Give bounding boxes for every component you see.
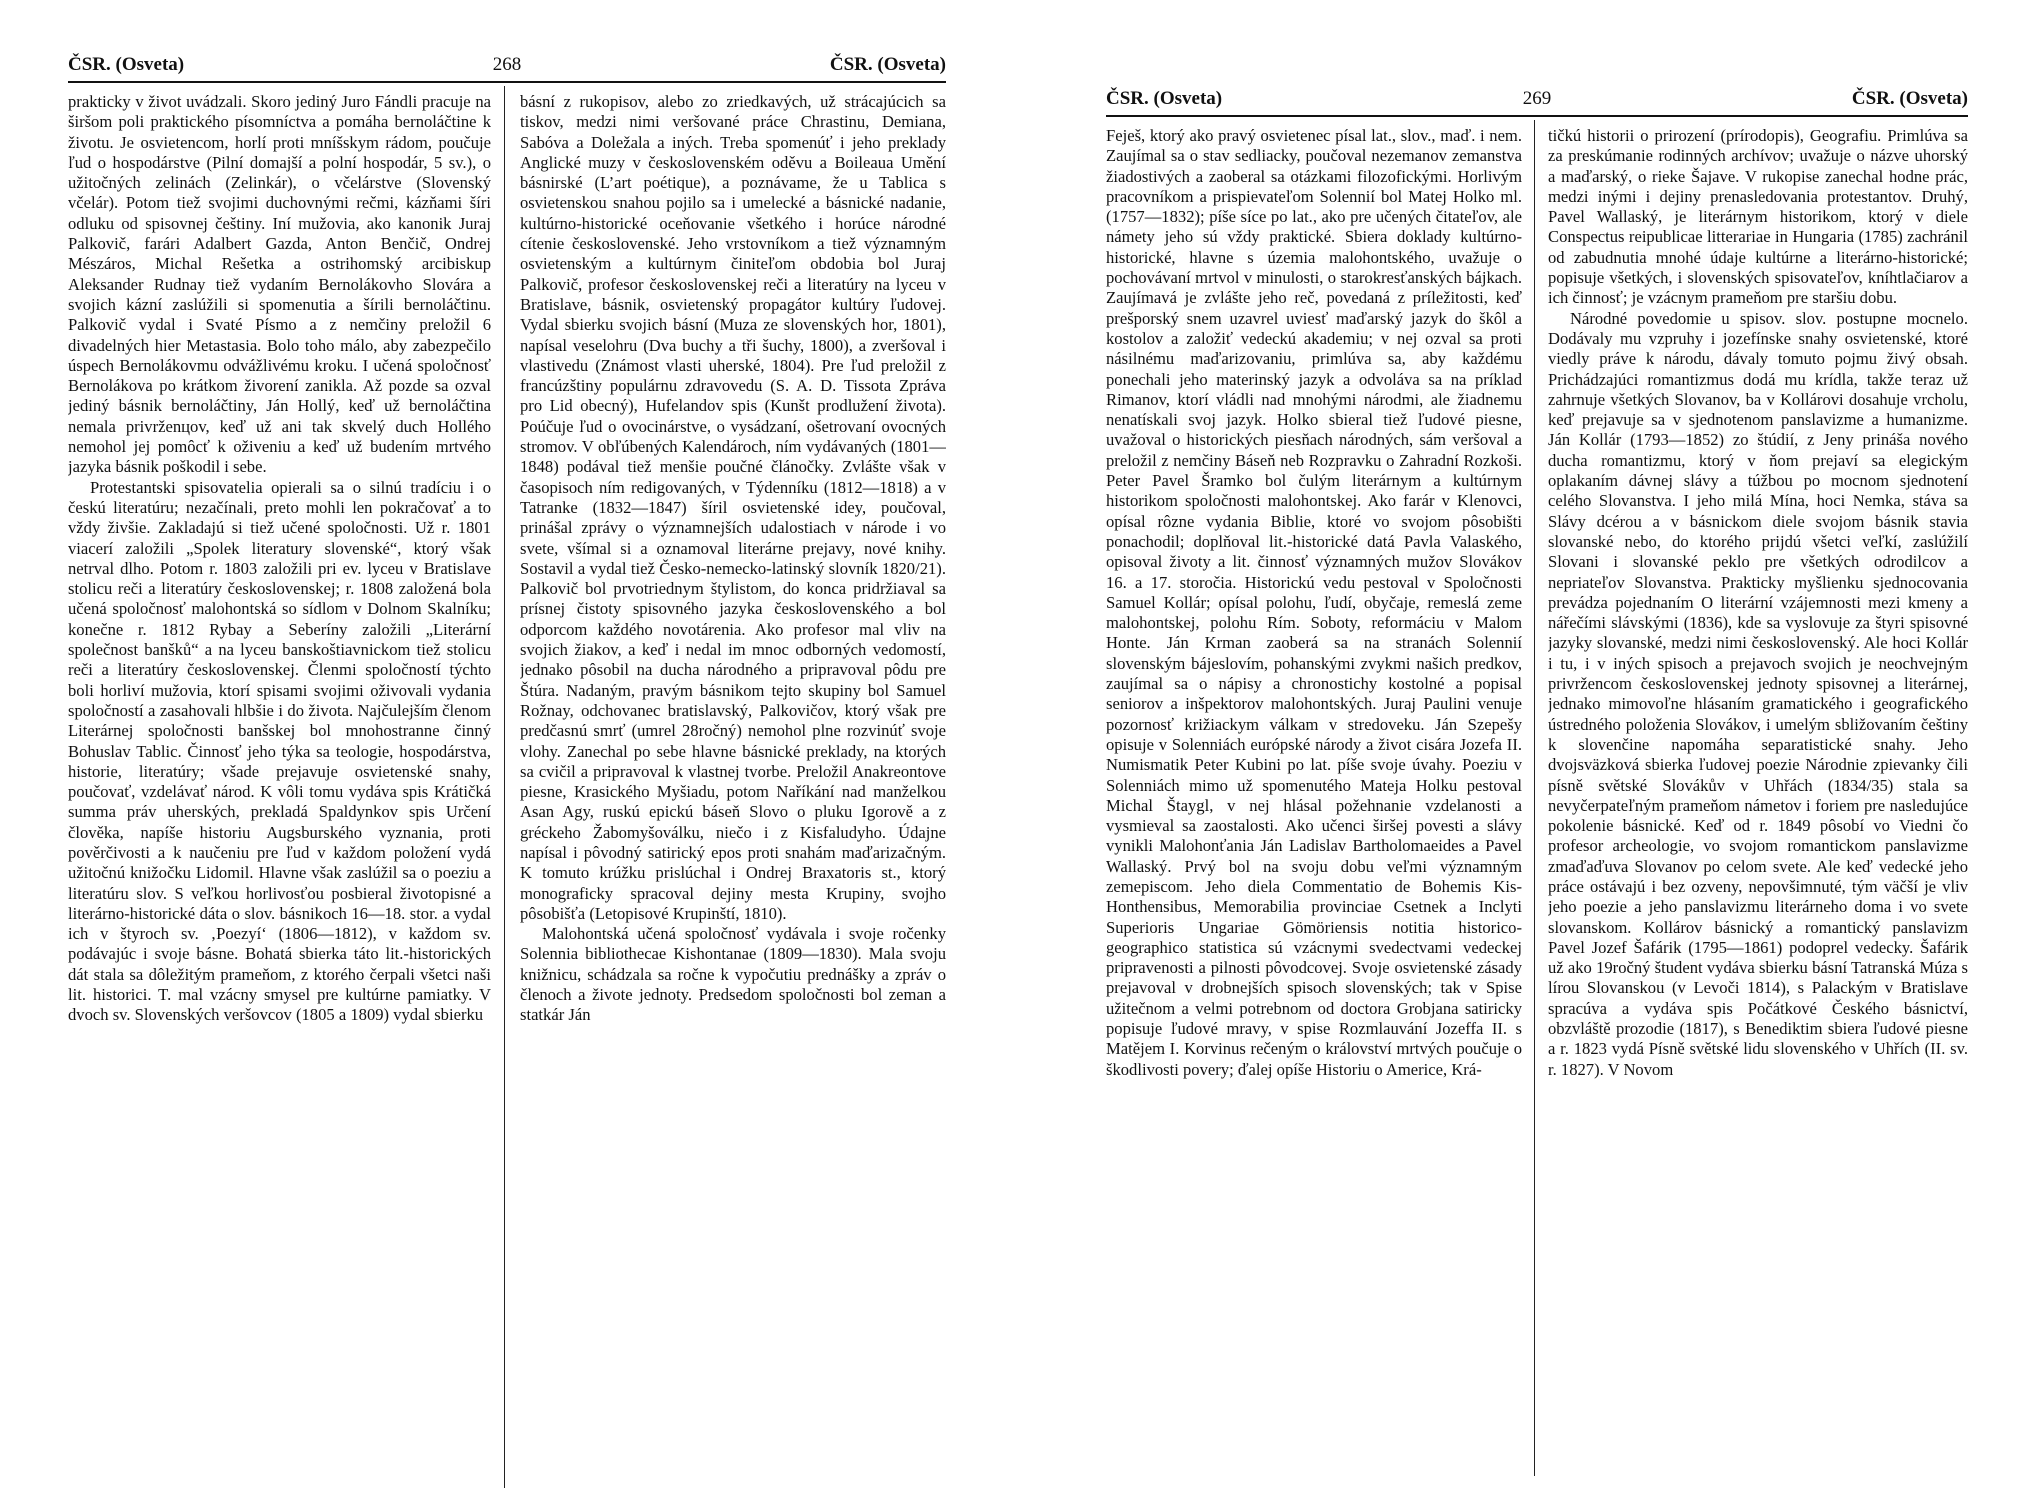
right-page [1106,86,1968,1486]
right-running-head: ČSR. (Osveta) [1106,88,1223,109]
right-page-column-2 [1548,126,1968,1474]
left-page-column-2 [520,92,946,1486]
right-running-head-right: ČSR. (Osveta) [1851,88,1968,109]
left-header-rule [68,81,946,83]
column-divider [1534,120,1535,1476]
left-page [68,52,946,1492]
right-page-number: 269 [1522,88,1552,109]
paragraph: prakticky v život uvádzali. Skoro jediný Juro Fándli pracuje na širšom poli praktického písomníctva a pomáha bernoláčtine k životu. Je osvietencom, horlí proti mníšskym rádom, poučuje ľud o hospodárstve (Pilní domajší a polní hospodár, 5 sv.), o užitočných zelinách (Zelinkár), o včelárstve (Slovenský včelár). Potom tiež svojimi duchovnými rečmi, kázňami šíri odluku od spisovnej češtiny. Iní mužovia, ako kanonik Juraj Palkovič, farári Adalbert Gazda, Anton Benčič, Ondrej Mészáros, Michal Rešetka a ostrihomský arcibiskup Aleksander Rudnay tiež vydaním Bernolákovho Slovára a svojich kázní zaslúžili si spomenutia a šírili bernoláčtinu. Palkovič vydal i Svaté Písmo a z nemčiny preložil 6 divadelných hier Metastasia. Bolo toho málo, aby zabezpečilo úspech Bernolákovmu odvážlivému kroku. I učená spoločnosť Bernolákova po krátkom živorení zanikla. Až pozde sa ozval jediný básnik bernoláčtiny, Ján Hollý, keď už bernoláčtina nemala privrženцov, keď už ani tak skvelý duch Hollého nemohol jej pomôcť k oživeniu a keď už budením mrtvého jazyka básnik poškodil i sebe. [68,92,491,477]
right-header-rule [1106,115,1968,117]
left-page-column-1 [68,92,491,1486]
paragraph: tičkú historii o prirození (prírodopis), Geografiu. Primlúva sa za preskúmanie rodinných archívov; uvažuje o názve uhorský a maďarský, o rieke Šajave. V rukopise zanechal hodne prác, medzi inými i dejiny prenasledovania protestantov. Druhý, Pavel Wallaský, je literárnym historikom, ktorý v diele Conspectus reipublicae litterariae in Hungaria (1785) zachránil od zabudnutia mnohé údaje kultúrne a literárno-historické; popisuje všetkých, i slovenských spisovateľov, kníhtlačiarov a ich činnosť; je vzácnym prameňom pre staršiu dobu. [1548,126,1968,308]
left-page-number: 268 [492,54,522,75]
left-running-head: ČSR. (Osveta) [68,54,185,75]
paragraph: Protestantski spisovatelia opierali sa o silnú tradíciu i o českú literatúru; nezačínali, preto mohli len pokračovať a to vždy živšie. Zakladajú si tiež učené spoločnosti. Už r. 1801 viacerí založili „Spolek literatury slovenské“, ktorý však netrval dlho. Potom r. 1803 založili pri ev. lyceu v Bratislave stolicu reči a literatúry československej; r. 1808 založená bola učená spoločnosť malohontská so sídlom v Dolnom Skalníku; konečne r. 1812 Rybay a Seberíny založili „Literární společnost banšků“ a na lyceu banskoštiavnickom tiež stolicu reči a literatúry československej. Členmi spoločností týchto boli horliví mužovia, ktorí spisami svojimi oživovali vydania spoločností a zasahovali hlbšie i do života. Najčulejším členom Literárnej spoločnosti banšskej bol mnohostranne činný Bohuslav Tablic. Činnosť jeho týka sa teologie, hospodárstva, historie, literatúry; všade prejavuje osvietenské snahy, poučovať, vzdelávať národ. K vôli tomu vydáva spis Krátičká summa práv uherských, prekladá Spaldynkov spis Určení člověka, napíše historiu Augsburského vyznania, proti pověrčivosti a k naučeniu pre ľud v každom položení vydá užitočnú knižočku Lidomil. Hlavne však zaslúžil sa o poeziu a literatúru slov. S veľkou horlivosťou posbieral životopisné a literárno-historické dáta o slov. básnikoch 16—18. stor. a vydal ich v štyroch sv. ‚Poezyí‘ (1806—1812), v každom sv. podávajúc i svoje básne. Bohatá sbierka táto lit.-historických dát stala sa dôležitým prameňom, z ktorého čerpali všetci naši lit. historici. T. mal vzácny smysel pre kultúrne pamiatky. V dvoch sv. Slovenských veršovcov (1805 a 1809) vydal sbierku [68,477,491,1025]
right-page-header [1106,86,1968,112]
paragraph: Národné povedomie u spisov. slov. postupne mocnelo. Dodávaly mu vzpruhy i jozefínske snahy osvietenské, ktoré viedly práve k národu, dávaly tomuto pojmu živý obsah. Prichádzajúci romantizmus dodá mu krídla, takže teraz už zahrnuje všetkých Slovanov, ba v Kollárovi dosahuje vrcholu, keď prejavuje sa v sjednotenom panslavizme a humanizme. Ján Kollár (1793—1852) zo štúdií, z Jeny prináša nového ducha romantizmu, ktorý v ňom prejaví sa elegickým oplakaním dávnej slávy a túžbou po mocnom sjednotení celého Slovanstva. I jeho milá Mína, hoci Nemka, stáva sa Slávy dcérou a v básnickom diele svojom básnik stavia slovanské nebo, do ktorého prijdú všetci veľkí, zaslúžilí Slovani i slovanské peklo pre všetkých odrodilcov a nepriateľov Slovanstva. Prakticky myšlienku sjednocovania prevádza pojednaním O literární vzájemnosti mezi kmeny a nářečími slávskými (1836), kde sa vyslovuje za štyri spisovné jazyky slovanské, medzi nimi československý. Ale hoci Kollár i tu, i v iných spisoch a prejavoch svojich je neochvejným privržencom československej jednoty spisovnej a literárnej, jednako mimovoľne hlásaním gramatického i geografického ústredného položenia Slovákov, i umelým sbližovaním češtiny k slovenčine napomáha separatistické snahy. Jeho dvojsväzková sbierka ľudovej poezie Národnie zpievanky čili písně světské Slovákův v Uhřách (1834/35) stala sa nevyčerpateľným prameňom námetov i foriem pre nasledujúce pokolenie básnické. Keď od r. 1849 pôsobí vo Viedni čo profesor archeologie, vo svojom romantickom panslavizme zmaďaďuva Slovanov po celom svete. Ale keď vedecké jeho práce ostávajú i bez ozveny, nepovšimnuté, tým väčší je vliv jeho poezie a jeho panslavizmu literárneho doma i vo svete slovanskom. Kollárov básnický a romantický panslavizm Pavel Jozef Šafárik (1795—1861) podoprel vedecky. Šafárik už ako 19ročný študent vydáva sbierku básní Tatranská Múza s lírou Slovanskou (v Levoči 1814), s Palackým v Bratislave spracúva a vydáva spis Počátkové Českého básnictví, obzvláště prozodie (1817), s Benediktim sbiera ľudové piesne a r. 1823 vydá Písně světské lidu slovenského v Uhřích (II. sv. r. 1827). V Novom [1548,308,1968,1079]
paragraph: Feješ, ktorý ako pravý osvietenec písal lat., slov., maď. i nem. Zaujímal sa o stav sedliacky, poučoval nezemanov zemanstva žiadostivých a zaoberal sa otázkami filozofickými. Horlivým pracovníkom a prispievateľom Solennií bol Matej Holko ml. (1757—1832); píše síce po lat., ako pre učených čitateľov, ale námety jeho sú vždy praktické. Sbiera doklady kultúrno-historické, hlavne s územia malohontského, uvažuje o pochovávaní mrtvol v minulosti, o starokresťanských bájkach. Zaujímavá je zvlášte jeho reč, povedaná z príležitosti, keď prešporský snem uzavrel uviesť maďarský jazyk do škôl a kostolov a založiť vedeckú akademiu; v nej ozval sa proti násilnému maďarizovaniu, primlúva sa, aby každému ponechali jeho materinský jazyk a odvoláva sa na príklad Rimanov, ktorí vládli nad mnohými národmi, ale žiadnemu nenatískali svoj jazyk. Holko sbieral tiež ľudové piesne, uvažoval o historických piesňach národných, sám veršoval a preložil z nemčiny Báseň neb Rozpravku o Zahradní Rozkoši. Peter Pavel Šramko bol čulým literárnym a kultúrnym historikom spoločnosti malohontskej. Ako farár v Klenovci, opísal rôzne vydania Biblie, ktoré vo svojom pôsobišti ponachodil; doplňoval lit.-historické datá Pavla Valaského, opisoval životy a lit. činnosť významných mužov Slovákov 16. a 17. storočia. Historickú vedu pestoval v Spoločnosti Samuel Kollár; opísal polohu, ľudí, obyčaje, remeslá zeme malohontskej, polohu Rím. Soboty, reformáciu v Malom Honte. Ján Krman zaoberá sa na stranách Solennií slovenským bájeslovím, pohanskými zvykmi našich predkov, zaujímal sa o nápisy a chronostichy kostolné a popisal seniorov a inšpektorov malohontských. Juraj Paulini venuje pozornosť križiackym válkam v stredoveku. Ján Szepešy opisuje v Solenniách európské národy a život cisára Jozefa II. Numismatik Peter Kubini po lat. píše svoje úvahy. Poeziu v Solenniách mimo už spomenutého Mateja Holku pestoval Michal Štaygl, v nej hlásal požehnanie vzdelanosti a vysmieval sa zaostalosti. Ako učenci širšej povesti a slávy vynikli Malohonťania Ján Ladislav Bartholomaeides a Pavel Wallaský. Prvý bol na svoju dobu veľmi významným zemepiscom. Jeho diela Commentatio de Bohemis Kis-Honthensibus, Memorabilia provinciae Csetnek a Inclyti Superioris Ungariae Gömöriensis notitia historico-geographico statistica sú vzácnymi svedectvami vedeckej pripravenosti a pilnosti pôvodcovej. Svoje osvietenské zásady prejavoval v drobnejších spisoch slovenských; tak v Spise užitečnom a velmi potrebnom od doctora Grobjana satiricky popisuje ľudové mravy, v spise Rozmlauvání Jozeffa II. s Matějem I. Korvinus rečeným o království mrtvých poučuje o škodlivosti povery; ďalej opíše Historiu o Americe, Krá- [1106,126,1522,1079]
left-running-head-right: ČSR. (Osveta) [829,54,946,75]
paragraph: Malohontská učená spoločnosť vydávala i svoje ročenky Solennia bibliothecae Kishontanae (1809—1830). Mala svoju knižnicu, schádzala sa ročne k vypočutiu prednášky a zpráv o členoch a živote jednoty. Predsedom spoločnosti bol zeman a statkár Ján [520,924,946,1025]
right-page-column-1 [1106,126,1522,1474]
left-page-header [68,52,946,78]
column-divider [504,86,505,1488]
paragraph: básní z rukopisov, alebo zo zriedkavých, už strácajúcich sa tiskov, medzi nimi veršované práce Chrastinu, Demiana, Sabóva a Doležala a iných. Treba spomenúť i jeho preklady Anglické muzy v československém oděvu a Boileaua Umění básnirské (L’art poétique), a poznávame, že u Tablica s osvietenskou snahou pojilo sa i umelecké a básnické nadanie, kultúrno-historické oceňovanie všetkého i horúce národné cítenie československé. Jeho vrstovníkom a tiež významným osvietenským a kultúrnym činiteľom obdobia bol Juraj Palkovič, profesor československej reči a literatúry na lyceu v Bratislave, básnik, osvietenský propagátor kultúry ľudovej. Vydal sbierku svojich básní (Muza ze slovenských hor, 1801), napísal veselohru (Dva buchy a tři šuchy, 1800), a zveršoval i vlastivedu (Známost vlasti uherské, 1804). Pre ľud preložil z francúzštiny populárnu zdravovedu (S. A. D. Tissota Zpráva pro Lid obecný), Hufelandov spis (Kunšt prodlužení života). Poúčuje ľud o ovocinárstve, o vysádzaní, ošetrovaní ovocných stromov. V obľúbených Kalendároch, ním vydávaných (1801—1848) podával tiež menšie poučné článočky. Zvlášte však v časopisoch ním redigovaných, v Týdenníku (1812—1818) a v Tatranke (1832—1847) šíril osvietenské idey, poučoval, prinášal zprávy o významnejších udalostiach v národe i vo svete, všímal si a oznamoval literárne prejavy, nové knihy. Sostavil a vydal tiež Česko-nemecko-latinský slovník 1820/21). Palkovič bol prvotriednym štylistom, do konca pridržiaval sa prísnej čistoty spisovného jazyka československého a bol odporcom každého novotárenia. Ako profesor mal vliv na svojich žiakov, a keď i nedal im mnoc odborných vedomostí, jednako pôsobil na ducha národného a pripravoval pôdu pre Štúra. Nadaným, pravým básnikom tejto skupiny bol Samuel Rožnay, odchovanec bratislavský, Palkovičov, ktorý však pre predčasnú smrť (umrel 28ročný) nemohol plne rozvinúť svoje vlohy. Zanechal po sebe hlavne básnické preklady, na ktorých sa cvičil a pripravoval k vlastnej tvorbe. Preložil Anakreontove piesne, Krasického Myšiadu, potom Naříkání nad manželkou Asan Agy, ruskú epickú báseň Slovo o pluku Igorově a z gréckeho Žabomyšoválku, niečo i z Kisfaludyho. Údajne napísal i pôvodný satirický epos proti snahám maďarizačným. K tomuto krúžku prislúchal i Ondrej Braxatoris st., ktorý monograficky spracoval dejiny mesta Krupiny, svojho pôsobišťa (Letopisové Krupinští, 1810). [520,92,946,923]
